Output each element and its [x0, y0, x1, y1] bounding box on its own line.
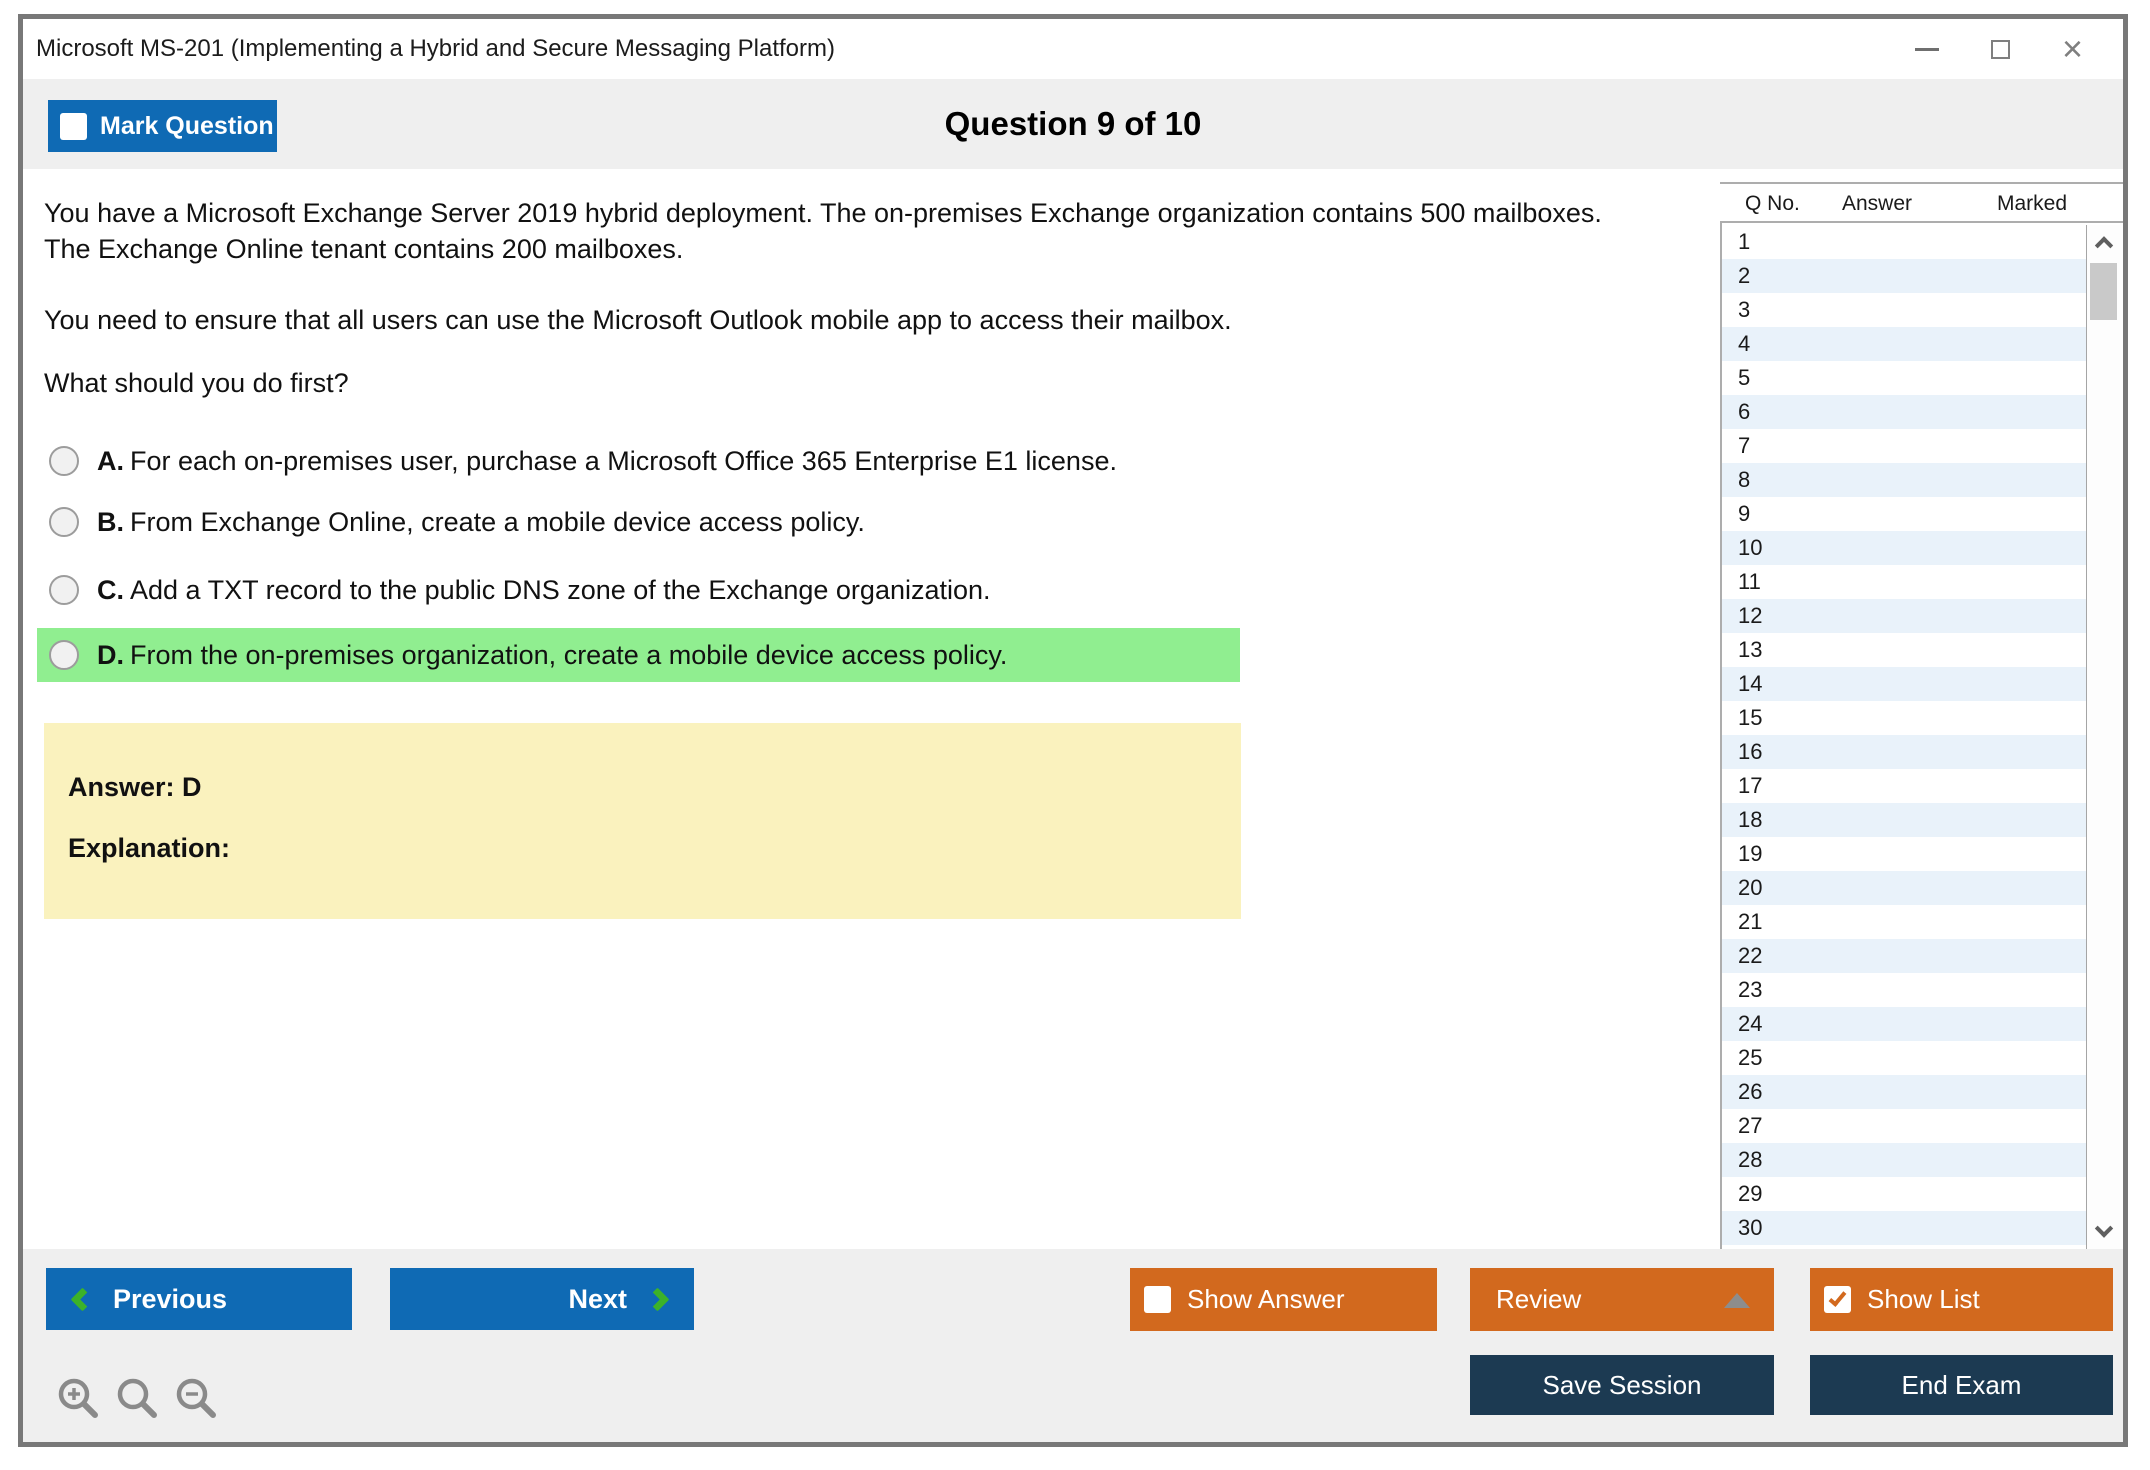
option-text: B. From Exchange Online, create a mobile device access policy.: [97, 506, 865, 537]
save-session-label: Save Session: [1542, 1369, 1702, 1400]
title-bar: [23, 19, 2123, 79]
window-title: Microsoft MS-201 (Implementing a Hybrid and Secure Messaging Platform): [36, 35, 835, 62]
question-paragraph: You need to ensure that all users can use the Microsoft Outlook mobile app to access their mailbox.: [44, 305, 1232, 335]
question-list-row[interactable]: 12: [1722, 599, 2086, 633]
question-list-row[interactable]: 19: [1738, 841, 1763, 866]
triangle-up-icon: [1724, 1293, 1750, 1308]
question-counter: Question 9 of 10: [944, 105, 1202, 142]
question-list-row[interactable]: 13: [1738, 637, 1763, 662]
check-icon: [1829, 1288, 1847, 1307]
next-button[interactable]: [390, 1268, 694, 1330]
minimize-icon[interactable]: [1915, 48, 1939, 51]
end-exam-button[interactable]: [1810, 1355, 2113, 1415]
question-list-row[interactable]: 9: [1738, 501, 1751, 526]
show-list-button[interactable]: [1810, 1268, 2113, 1331]
zoom-controls: [55, 1375, 219, 1421]
question-list-row[interactable]: 3: [1738, 297, 1751, 322]
bottom-toolbar: [23, 1249, 2123, 1442]
question-list-row[interactable]: 20: [1722, 871, 2086, 905]
question-list-row[interactable]: 30: [1722, 1211, 2086, 1245]
question-paragraph: You have a Microsoft Exchange Server 2019 hybrid deployment. The on-premises Exchange organization contains 500 mailboxes. The Exchange Online tenant contains 200 mailboxes.: [44, 198, 1602, 264]
question-list-row[interactable]: 18: [1722, 803, 2086, 837]
show-list-checkbox[interactable]: [1824, 1286, 1851, 1313]
mark-question-label: Mark Question: [100, 111, 274, 140]
question-list-row[interactable]: 27: [1738, 1113, 1763, 1138]
question-list-row[interactable]: 4: [1722, 327, 2086, 361]
question-list-row[interactable]: 14: [1722, 667, 2086, 701]
answer-option-row[interactable]: [37, 563, 1240, 617]
question-list-row[interactable]: 29: [1738, 1181, 1763, 1206]
question-list-row[interactable]: 10: [1722, 531, 2086, 565]
question-list-row[interactable]: 28: [1722, 1143, 2086, 1177]
option-text: D. From the on-premises organization, create a mobile device access policy.: [97, 639, 1008, 670]
question-list-row[interactable]: 2: [1722, 259, 2086, 293]
mark-question-checkbox[interactable]: [60, 113, 87, 140]
maximize-icon[interactable]: [1991, 40, 2010, 59]
question-list-row[interactable]: 6: [1722, 395, 2086, 429]
question-list-header: [1720, 184, 2123, 223]
option-radio[interactable]: [49, 575, 79, 605]
option-text: A. For each on-premises user, purchase a Microsoft Office 365 Enterprise E1 license.: [97, 445, 1117, 476]
zoom-in-icon[interactable]: [55, 1375, 101, 1421]
question-list-row[interactable]: 8: [1722, 463, 2086, 497]
option-radio[interactable]: [49, 446, 79, 476]
column-marked: Marked: [1997, 192, 2068, 215]
close-icon[interactable]: ×: [2061, 28, 2083, 69]
review-button[interactable]: [1470, 1268, 1774, 1331]
mark-question-button[interactable]: [48, 100, 277, 152]
explanation-label: Explanation:: [68, 833, 231, 863]
question-list-row[interactable]: 16: [1722, 735, 2086, 769]
app-window: [18, 14, 2128, 1447]
question-list-row[interactable]: 5: [1738, 365, 1751, 390]
question-list-row[interactable]: 24: [1722, 1007, 2086, 1041]
question-list-scrollbar[interactable]: [2086, 225, 2120, 1249]
column-qno: Q No.: [1745, 192, 1800, 215]
end-exam-label: End Exam: [1901, 1369, 2022, 1400]
question-list: [1722, 225, 2086, 1249]
question-list-row[interactable]: 15: [1738, 705, 1763, 730]
option-radio[interactable]: [49, 507, 79, 537]
scrollbar-thumb[interactable]: [2090, 263, 2117, 320]
option-radio[interactable]: [49, 640, 79, 670]
answer-option-row[interactable]: [37, 495, 1240, 549]
answer-box: [44, 723, 1241, 919]
question-list-row[interactable]: 21: [1738, 909, 1763, 934]
question-list-row[interactable]: 17: [1738, 773, 1763, 798]
answer-option-row[interactable]: [37, 434, 1240, 488]
show-list-label: Show List: [1867, 1284, 1980, 1314]
question-list-row[interactable]: 11: [1738, 569, 1761, 594]
question-list-row[interactable]: 25: [1738, 1045, 1763, 1070]
next-label: Next: [568, 1283, 627, 1314]
show-answer-label: Show Answer: [1187, 1284, 1345, 1314]
chevron-right-icon: [645, 1287, 669, 1311]
answer-option-row[interactable]: [37, 628, 1240, 682]
column-answer: Answer: [1842, 192, 1913, 215]
zoom-out-icon[interactable]: [173, 1375, 219, 1421]
zoom-icon[interactable]: [114, 1375, 160, 1421]
chevron-up-icon[interactable]: [2094, 236, 2112, 254]
chevron-left-icon: [70, 1287, 94, 1311]
header-bar: [23, 79, 2123, 169]
option-text: C. Add a TXT record to the public DNS zone of the Exchange organization.: [97, 574, 991, 605]
show-answer-checkbox[interactable]: [1144, 1286, 1171, 1313]
previous-label: Previous: [113, 1283, 228, 1314]
answer-label: Answer: D: [68, 772, 202, 802]
question-list-row[interactable]: 23: [1738, 977, 1763, 1002]
question-list-row[interactable]: 26: [1722, 1075, 2086, 1109]
question-list-row[interactable]: 1: [1738, 229, 1751, 254]
previous-button[interactable]: [46, 1268, 352, 1330]
window-controls: [1915, 19, 2083, 79]
review-label: Review: [1496, 1284, 1582, 1314]
save-session-button[interactable]: [1470, 1355, 1774, 1415]
question-list-row[interactable]: 7: [1738, 433, 1751, 458]
show-answer-button[interactable]: [1130, 1268, 1437, 1331]
chevron-down-icon[interactable]: [2094, 1219, 2112, 1237]
question-paragraph: What should you do first?: [44, 368, 349, 398]
question-list-row[interactable]: 22: [1722, 939, 2086, 973]
